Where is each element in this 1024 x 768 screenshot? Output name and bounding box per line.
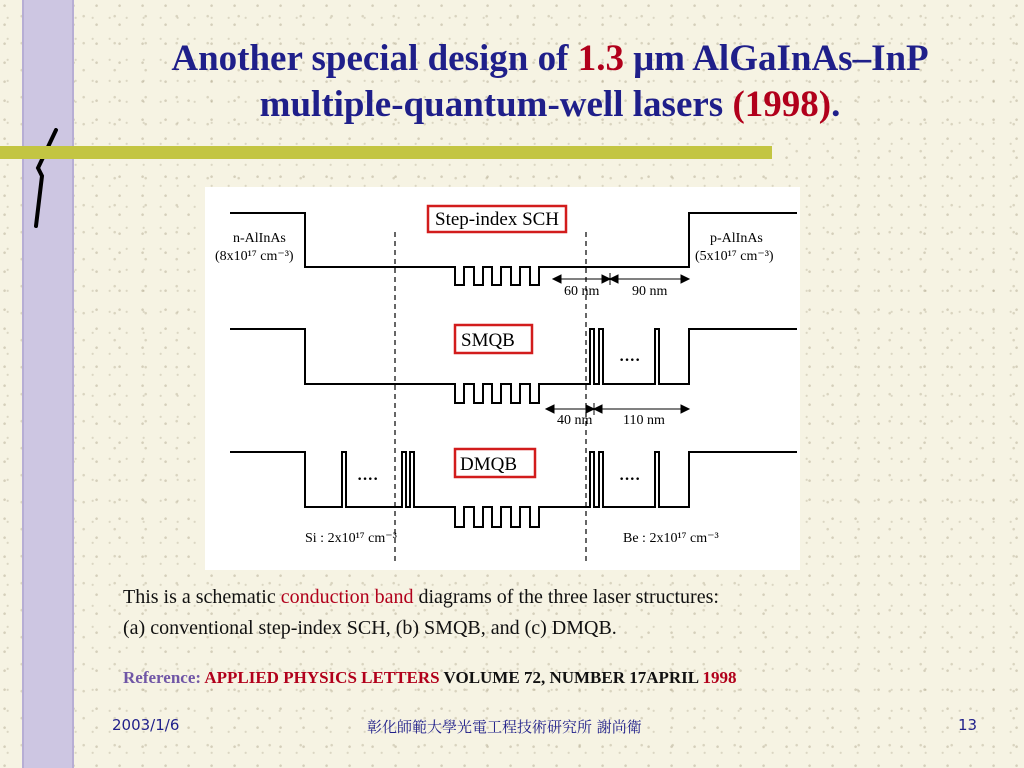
bracket-ornament: [30, 128, 60, 228]
title-unit: μm: [633, 38, 685, 79]
label-90nm: 90 nm: [632, 284, 668, 299]
left-decorative-stripe: [22, 0, 74, 768]
title-text-1: Another special design of: [171, 38, 578, 79]
caption-text-1: This is a schematic: [123, 586, 281, 608]
label-110nm: 110 nm: [623, 413, 665, 428]
title-period: .: [831, 84, 841, 125]
footer-author: 彰化師範大學光電工程技術研究所 謝尚衛: [367, 718, 642, 736]
conduction-band-figure: [205, 187, 800, 570]
reference-label: Reference:: [123, 668, 202, 687]
label-n-doping: (8x10¹⁷ cm⁻³): [215, 249, 294, 264]
reference-line: [123, 668, 1013, 688]
ellipsis-dmqb-right: ····: [619, 471, 641, 488]
title-year: (1998): [732, 84, 832, 125]
title-line-2: multiple-quantum-well lasers: [259, 84, 733, 125]
label-p-doping: (5x10¹⁷ cm⁻³): [695, 249, 774, 264]
caption-text-2: diagrams of the three laser structures:: [413, 586, 719, 608]
slide-title: [100, 36, 1000, 128]
label-step-index: Step-index SCH: [435, 209, 560, 230]
figure-caption: [123, 582, 1003, 644]
ellipsis-dmqb-left: ····: [357, 471, 379, 488]
caption-line-2: (a) conventional step-index SCH, (b) SMQB, and (c) DMQB.: [123, 617, 617, 639]
label-40nm: 40 nm: [557, 413, 593, 428]
ellipsis-smqb: ····: [619, 352, 641, 369]
footer-date: 2003/1/6: [112, 716, 180, 734]
label-n-layer: n-AlInAs: [233, 231, 286, 246]
label-be-doping: Be : 2x10¹⁷ cm⁻³: [623, 531, 719, 546]
label-smqb: SMQB: [461, 330, 515, 351]
caption-highlight: conduction band: [280, 586, 414, 608]
label-p-layer: p-AlInAs: [710, 231, 763, 246]
label-si-doping: Si : 2x10¹⁷ cm⁻³: [305, 531, 397, 546]
reference-volume: VOLUME 72, NUMBER 17APRIL: [443, 668, 699, 687]
label-dmqb: DMQB: [460, 454, 518, 475]
title-text-2: AlGaInAs–InP: [684, 38, 929, 79]
footer-page-number: 13: [958, 716, 978, 734]
label-60nm: 60 nm: [564, 284, 600, 299]
reference-year: 1998: [702, 668, 737, 687]
title-underline-bar: [0, 146, 772, 159]
title-wavelength: 1.3: [577, 38, 634, 79]
reference-journal: APPLIED PHYSICS LETTERS: [204, 668, 440, 687]
